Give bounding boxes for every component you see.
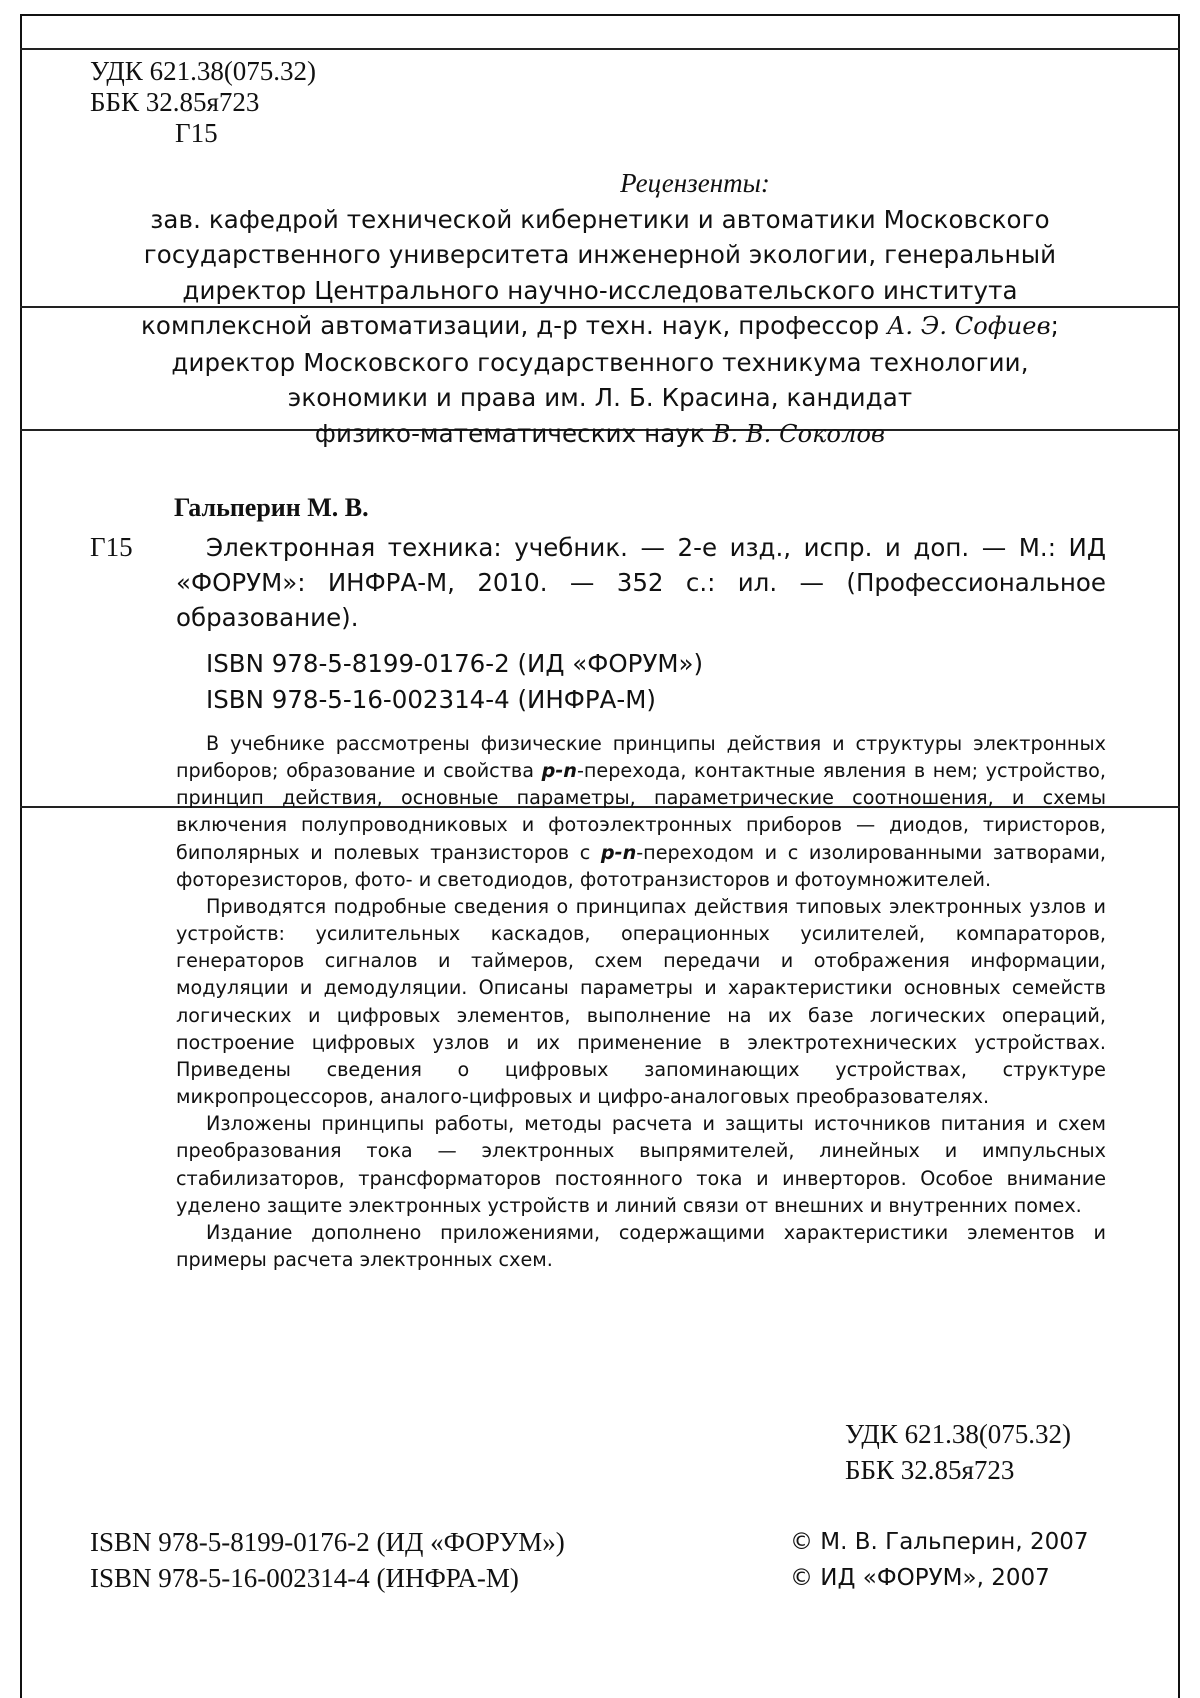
udk-block-bottom	[845, 1416, 1071, 1488]
punctuation: ;	[1050, 311, 1059, 340]
reviewers-heading: Рецензенты:	[620, 168, 770, 198]
pn-term: p-n	[541, 759, 577, 783]
author-name: Гальперин М. В.	[174, 493, 369, 522]
reviewer-role: комплексной автоматизации, д-р техн. наук, профессор	[140, 311, 888, 340]
scan-line-1	[20, 48, 1180, 50]
reviewer-role: физико-математических наук	[314, 418, 713, 448]
abstract-text: -переходом и с изолированными затворами, фоторезисторов, фото- и светодиодов, фототранзисторов и фотоумножителей.	[176, 840, 1106, 891]
abstract	[176, 730, 1106, 1273]
copyright-author: © М. В. Гальперин, 2007	[790, 1529, 1089, 1555]
isbn-infra: ISBN 978-5-16-002314-4 (ИНФРА-М)	[206, 685, 656, 714]
udk-code: УДК 621.38(075.32)	[845, 1419, 1072, 1449]
abstract-paragraph-2: Приводятся подробные сведения о принципах действия типовых электронных узлов и устройств: усилительных каскадов, операционных усилителей, компараторов, генераторов сигналов и таймеров, схем передачи и отображения информации, модуляции и демодуляции. Описаны параметры и характеристики основных семейств логических и цифровых элементов, выполнение на их базе логических операций, построение цифровых узлов и их применение в электротехнических устройствах. Приведены сведения о цифровых запоминающих устройствах, структуре микропроцессоров, аналого-цифровых и цифро-аналоговых преобразователях.	[176, 894, 1106, 1109]
reviewers-line: директор Центрального научно-исследовательского института	[182, 275, 1018, 305]
reviewer-name: В. В. Соколов	[712, 419, 886, 448]
reviewers-line: государственного университета инженерной экологии, генеральный	[143, 240, 1057, 269]
isbn-forum: ISBN 978-5-8199-0176-2 (ИД «ФОРУМ»)	[206, 649, 704, 678]
bibliographic-description: Электронная техника: учебник. — 2-е изд., испр. и доп. — М.: ИД «ФОРУМ»: ИНФРА-М, 2010. — 352 с.: ил. — (Профессиональное образование).	[176, 533, 1106, 632]
isbn-block-catalog	[206, 646, 703, 718]
abstract-text: В учебнике рассмотрены физические принципы действия и структуры электронных приборов; образование и свойства	[176, 732, 1106, 783]
bbk-code: ББК 32.85я723	[90, 87, 260, 117]
reviewers-line	[100, 308, 1100, 345]
abstract-paragraph-4: Издание дополнено приложениями, содержащими характеристики элементов и примеры расчета электронных схем.	[176, 1220, 1106, 1271]
isbn-block-bottom	[90, 1524, 565, 1596]
copyright-publisher: © ИД «ФОРУМ», 2007	[790, 1565, 1050, 1591]
udk-block-top	[90, 56, 316, 149]
abstract-paragraph-3: Изложены принципы работы, методы расчета и защиты источников питания и схем преобразования тока — электронных выпрямителей, линейных и импульсных стабилизаторов, трансформаторов постоянного тока и инверторов. Особое внимание уделено защите электронных устройств и линий связи от внешних и внутренних помех.	[176, 1112, 1106, 1217]
bbk-code: ББК 32.85я723	[845, 1455, 1015, 1485]
isbn-infra: ISBN 978-5-16-002314-4 (ИНФРА-М)	[90, 1563, 519, 1593]
reviewers-block	[100, 166, 1100, 452]
copyright-block	[790, 1524, 1088, 1596]
abstract-paragraph-1	[176, 730, 1106, 893]
reviewer-name: А. Э. Софиев	[887, 312, 1051, 340]
reviewers-line: зав. кафедрой технической кибернетики и автоматики Московского	[150, 204, 1050, 234]
abstract-text: -перехода, контактные явления в нем; устройство, принцип действия, основные параметры, параметрические соотношения, и схемы включения полупроводниковых и фотоэлектронных приборов — диодов, тиристоров, биполярных и полевых транзисторов с	[176, 759, 1106, 864]
catalog-index: Г15	[90, 532, 133, 562]
author-mark: Г15	[175, 118, 218, 148]
reviewers-line: директор Московского государственного техникума технологии,	[171, 347, 1029, 377]
reviewers-line: экономики и права им. Л. Б. Красина, кандидат	[287, 383, 913, 412]
udk-code: УДК 621.38(075.32)	[90, 56, 317, 86]
reviewers-line	[100, 416, 1100, 453]
reviewers-text	[100, 202, 1100, 453]
isbn-forum: ISBN 978-5-8199-0176-2 (ИД «ФОРУМ»)	[90, 1527, 565, 1557]
pn-term: p-n	[600, 840, 637, 864]
